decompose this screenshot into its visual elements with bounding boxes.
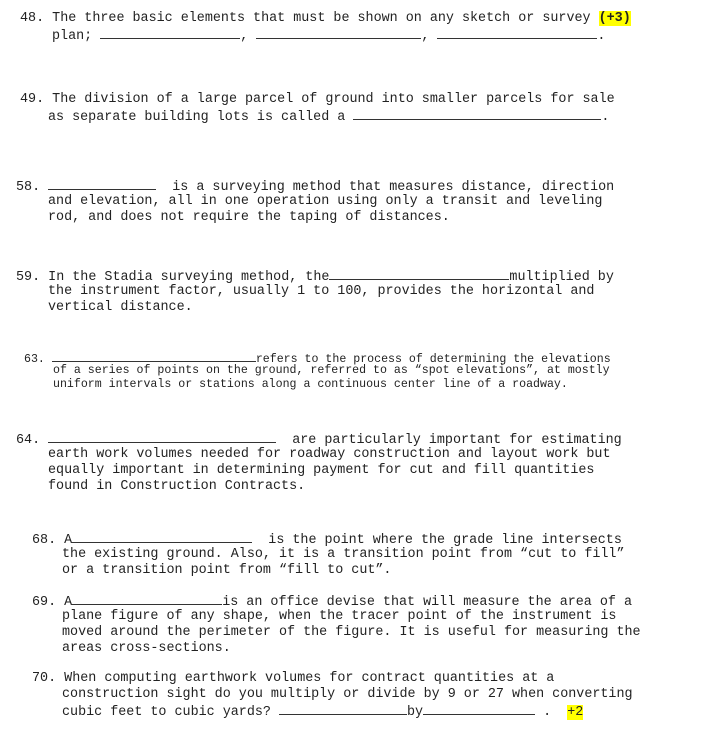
question-number: 63. bbox=[24, 353, 45, 366]
question-text: The division of a large parcel of ground into smaller parcels for sale bbox=[52, 92, 615, 107]
answer-blank[interactable] bbox=[279, 703, 407, 715]
question-70-line3 bbox=[62, 703, 583, 721]
question-text: found in Construction Contracts. bbox=[48, 479, 306, 494]
question-number: 48. bbox=[20, 11, 45, 26]
question-text: the existing ground. Also, it is a transition point from “cut to fill” bbox=[62, 547, 625, 562]
question-text: plan; bbox=[52, 29, 93, 44]
question-text: construction sight do you multiply or divide by 9 or 27 when converting bbox=[62, 687, 633, 702]
question-number: 58. bbox=[16, 180, 41, 195]
period: . bbox=[543, 705, 552, 720]
question-text: areas cross-sections. bbox=[62, 641, 231, 656]
question-text: is the point where the grade line intersects bbox=[268, 533, 622, 548]
question-text: When computing earthwork volumes for contract quantities at a bbox=[64, 671, 555, 686]
points-badge: (+3) bbox=[598, 11, 631, 26]
question-49-line2 bbox=[48, 108, 609, 126]
answer-blank[interactable] bbox=[48, 178, 156, 190]
answer-blank[interactable] bbox=[48, 431, 276, 443]
question-article: A bbox=[64, 533, 73, 548]
question-text: uniform intervals or stations along a continuous center line of a roadway. bbox=[53, 378, 568, 391]
answer-blank[interactable] bbox=[353, 108, 601, 120]
question-number: 59. bbox=[16, 270, 41, 285]
question-48-line2 bbox=[52, 27, 605, 45]
question-text: equally important in determining payment for cut and fill quantities bbox=[48, 463, 595, 478]
question-text: and elevation, all in one operation using only a transit and leveling bbox=[48, 194, 603, 209]
separator: , bbox=[240, 29, 249, 44]
question-text: or a transition point from “fill to cut”. bbox=[62, 563, 392, 578]
question-text: multiplied by bbox=[509, 270, 614, 285]
question-number: 64. bbox=[16, 433, 41, 448]
question-text: cubic feet to cubic yards? bbox=[62, 705, 271, 720]
question-text: vertical distance. bbox=[48, 300, 193, 315]
question-49 bbox=[20, 92, 615, 108]
separator: , bbox=[421, 29, 430, 44]
period: . bbox=[601, 110, 610, 125]
answer-blank[interactable] bbox=[100, 27, 240, 39]
question-number: 68. bbox=[32, 533, 57, 548]
question-text: the instrument factor, usually 1 to 100, provides the horizontal and bbox=[48, 284, 595, 299]
question-text: as separate building lots is called a bbox=[48, 110, 346, 125]
answer-blank[interactable] bbox=[72, 531, 252, 543]
question-text: rod, and does not require the taping of distances. bbox=[48, 210, 450, 225]
question-text: plane figure of any shape, when the tracer point of the instrument is bbox=[62, 609, 617, 624]
question-number: 49. bbox=[20, 92, 45, 107]
question-text: In the Stadia surveying method, the bbox=[48, 270, 330, 285]
question-text: of a series of points on the ground, referred to as “spot elevations”, at mostly bbox=[53, 364, 610, 377]
question-text: earth work volumes needed for roadway construction and layout work but bbox=[48, 447, 611, 462]
points-badge: +2 bbox=[567, 705, 584, 720]
question-48 bbox=[20, 11, 631, 27]
question-text: by bbox=[406, 705, 424, 720]
question-text: are particularly important for estimating bbox=[292, 433, 622, 448]
question-number: 69. bbox=[32, 595, 57, 610]
answer-blank[interactable] bbox=[72, 593, 222, 605]
answer-blank[interactable] bbox=[423, 703, 535, 715]
question-article: A bbox=[64, 595, 73, 610]
answer-blank[interactable] bbox=[437, 27, 597, 39]
question-number: 70. bbox=[32, 671, 57, 686]
period: . bbox=[597, 29, 606, 44]
question-text: is a surveying method that measures distance, direction bbox=[172, 180, 615, 195]
question-70 bbox=[32, 671, 554, 687]
question-text: is an office devise that will measure the area of a bbox=[222, 595, 633, 610]
answer-blank[interactable] bbox=[52, 350, 256, 362]
question-text: refers to the process of determining the elevations bbox=[255, 353, 611, 366]
question-text: The three basic elements that must be shown on any sketch or survey bbox=[52, 11, 591, 26]
question-text: moved around the perimeter of the figure. It is useful for measuring the bbox=[62, 625, 641, 640]
answer-blank[interactable] bbox=[329, 268, 509, 280]
answer-blank[interactable] bbox=[256, 27, 421, 39]
